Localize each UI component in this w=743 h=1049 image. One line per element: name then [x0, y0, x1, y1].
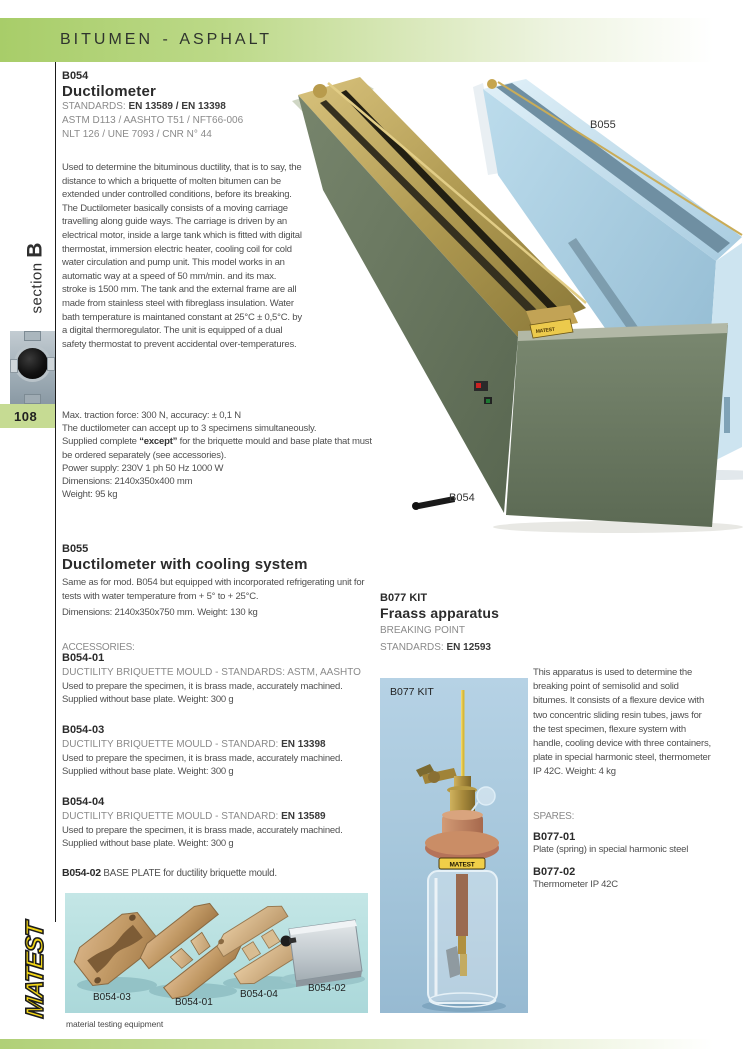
matest-logo [10, 922, 60, 1018]
ductilometers-illustration [268, 75, 743, 533]
ductilometers-photo [268, 75, 743, 533]
accessory-desc: Used to prepare the specimen, it is brass made, accurately machined. Supplied without base plate. Weight: 300 g [62, 752, 343, 778]
accessory-standard-pre: DUCTILITY BRIQUETTE MOULD - STANDARD: [62, 810, 282, 822]
accessory-item [62, 796, 376, 851]
base-plate-code: B054-02 [62, 867, 101, 880]
mould-photo-label: B054-03 [93, 992, 131, 1003]
section-tab [14, 218, 56, 338]
accessory-standard-bold: EN 13398 [281, 738, 326, 750]
matest-plate-label: MATEST [535, 326, 556, 335]
b054-power: Power supply: 230V 1 ph 50 Hz 1000 W [62, 462, 224, 474]
accessory-standard [62, 810, 376, 823]
b055-block [62, 543, 380, 653]
accessory-desc: Used to prepare the specimen, it is brass made, accurately machined. Supplied without base plate. Weight: 300 g [62, 824, 343, 850]
accessory-code: B054-04 [62, 795, 105, 808]
b054-specimens: The ductilometer can accept up to 3 specimens simultaneously. [62, 423, 317, 435]
page-title: BITUMEN - ASPHALT [60, 31, 273, 48]
spares-label: SPARES: [533, 810, 575, 822]
fraass-apparatus-illustration [380, 678, 528, 1013]
b077-code: B077 KIT [380, 592, 428, 604]
b077-subtitle: BREAKING POINT [380, 625, 466, 636]
b077-title: Fraass apparatus [380, 605, 500, 621]
standards-bold: EN 12593 [446, 642, 491, 653]
spare-desc: Plate (spring) in special harmonic steel [533, 843, 689, 855]
spare-code: B077-01 [533, 830, 576, 843]
spare-item [533, 866, 711, 892]
b054-standards-line1 [62, 100, 302, 114]
thumb-specimen [17, 348, 48, 379]
section-word: section [28, 257, 45, 314]
accessory-code: B054-03 [62, 723, 105, 736]
b054-code: B054 [62, 70, 89, 82]
footer-tagline: material testing equipment [66, 1019, 164, 1029]
mould-photo-label: B054-02 [308, 983, 346, 994]
supplied-pre: Supplied complete [62, 436, 140, 448]
sidebar-thumbnail-photo [10, 331, 55, 404]
mould-photo-label: B054-04 [240, 989, 278, 1000]
base-plate-line [62, 867, 376, 879]
matest-logo-text: MATEST [20, 921, 49, 1019]
thumb-clip-right [47, 357, 55, 371]
b077-standards [380, 641, 540, 655]
standards-label: STANDARDS: [62, 101, 129, 112]
b077-brand-plate: MATEST [449, 861, 475, 869]
b054-description: Used to determine the bituminous ductility, that is to say, the distance to which a briquette of molten bitumen can be extended under controlled conditions, before its breaking. The Ductilometer basically consists of a moving carriage travelling along guide ways. The carriage is driven by an electrical motor, inside a large tank which is fitted with digital thermostat, immersion electric heater, cooling coil for cold water circulation and pump unit. This model works in an automatic way at a speed of 50 mm/min. and its max. stroke is 1500 mm. The tank and the external frame are all made from stainless steel with fibreglass insulation. Water bath temperature is maintaned constant at 25°C ± 0,5°C. by a digital thermoregulator. The unit is equipped of a dual safety thermostat to prevent accidental over-temperatures. [62, 162, 302, 350]
bottom-band [0, 1039, 743, 1049]
accessory-standard-bold: EN 13589 [281, 810, 326, 822]
page-number: 108 [14, 408, 38, 424]
section-label [23, 243, 47, 314]
b054-title: Ductilometer [62, 83, 157, 100]
b055-description: Same as for mod. B054 but equipped with incorporated refrigerating unit for tests with water temperature from + 5° to + 25°C. [62, 577, 365, 602]
accessory-item [62, 724, 376, 779]
b077-description: This apparatus is used to determine the breaking point of semisolid and solid bitumes. It consists of a flexure device with two concentric sliding resin tubes, jaws for the test specimen, flexure system with handle, cooling device with three containers, plate in special harmonic steel, thermometer IP 42C. Weight: 4 kg [533, 667, 711, 778]
b054-standards-line2: ASTM D113 / AASHTO T51 / NFT66-006 [62, 114, 244, 126]
b077-photo-label: B077 KIT [390, 686, 434, 698]
accessories-label: ACCESSORIES: [62, 641, 135, 653]
thumb-clamp-top [24, 331, 41, 341]
section-letter: B [23, 242, 46, 258]
spare-code: B077-02 [533, 865, 576, 878]
thumb-clip-left [10, 359, 18, 373]
base-plate-desc: BASE PLATE for ductility briquette mould. [100, 868, 277, 880]
b054-dimensions: Dimensions: 2140x350x400 mm [62, 476, 193, 488]
b077-text-block [533, 666, 711, 892]
standards-bold: EN 13589 / EN 13398 [128, 101, 226, 112]
b055-code: B055 [62, 543, 89, 555]
page-number-band [0, 404, 55, 428]
b054-weight: Weight: 95 kg [62, 489, 118, 501]
accessory-item [62, 652, 376, 707]
spare-item [533, 831, 711, 857]
accessory-code: B054-01 [62, 652, 105, 664]
accessory-desc: Used to prepare the specimen, it is brass made, accurately machined. Supplied without base plate. Weight: 300 g [62, 681, 343, 706]
b055-photo-label: B055 [590, 119, 616, 131]
thumb-clamp-bottom [24, 394, 41, 404]
b054-standards-line3: NLT 126 / UNE 7093 / CNR N° 44 [62, 128, 212, 140]
accessory-standard-pre: DUCTILITY BRIQUETTE MOULD - STANDARD: [62, 738, 282, 750]
b055-title: Ductilometer with cooling system [62, 556, 308, 573]
accessory-standard-pre: DUCTILITY BRIQUETTE MOULD - STANDARDS: ASTM, AASHTO [62, 667, 361, 678]
sidebar-rule [55, 62, 56, 922]
accessories-block [62, 652, 376, 879]
standards-label: STANDARDS: [380, 642, 447, 653]
moulds-photo [65, 893, 368, 1013]
supplied-bold: “except” [139, 436, 178, 448]
b054-traction: Max. traction force: 300 N, accuracy: ± 0,1 N [62, 410, 241, 421]
accessory-standard [62, 666, 376, 679]
spare-desc: Thermometer IP 42C [533, 878, 618, 890]
supplied-post: for the briquette mould and base plate that must be ordered separately (see accessories). [62, 436, 372, 461]
b055-dimensions: Dimensions: 2140x350x750 mm. Weight: 130 kg [62, 607, 258, 619]
b077-photo [380, 678, 528, 1013]
b054-photo-label: B054 [449, 492, 475, 504]
mould-photo-label: B054-01 [175, 997, 213, 1008]
accessory-standard [62, 738, 376, 751]
b054-heading-block [62, 70, 302, 141]
b077-heading-block [380, 592, 540, 655]
header-band [0, 18, 743, 62]
